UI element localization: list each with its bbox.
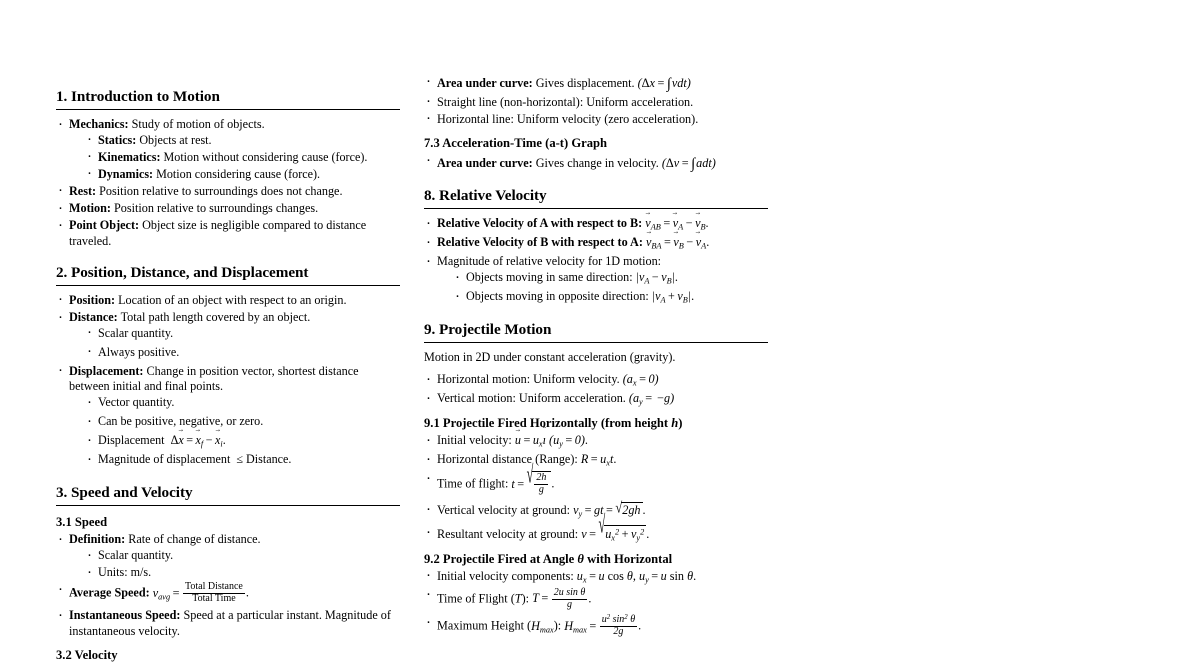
- list-item: [56, 184, 400, 200]
- list-item: [424, 499, 768, 519]
- subsection-7-3-list: [424, 154, 768, 173]
- section-rule-8: [424, 208, 768, 209]
- left-column: [56, 0, 400, 666]
- spacer: [424, 174, 768, 187]
- text: Objects at rest.: [139, 132, 212, 147]
- period: .: [638, 619, 642, 634]
- text: Can be positive, negative, or zero.: [98, 414, 264, 429]
- subsection-3-1-sublist: [85, 548, 400, 581]
- text: Change in position vector, shortest distance between initial and final points.: [69, 363, 359, 394]
- list-item: [85, 150, 400, 166]
- math-initial-velocity: u → = $u_xı$ ˆ $(u_y = 0)$: [515, 433, 585, 447]
- list-item: [85, 167, 400, 183]
- math-symbol: T: [514, 591, 522, 606]
- math-same-direction: $|v_A - v_B|$: [635, 270, 675, 286]
- list-item: [424, 569, 768, 585]
- list-item: [85, 414, 400, 430]
- term: Position:: [69, 292, 116, 307]
- section-9-intro: Motion in 2D under constant acceleration (gravity).: [424, 350, 676, 365]
- math-vertical-velocity: $v_y$ = gt = √2gh: [573, 499, 641, 519]
- continued-list: [424, 74, 768, 127]
- text: Rate of change of distance.: [128, 532, 261, 547]
- list-item: [85, 395, 400, 411]
- term: Area under curve:: [437, 76, 533, 90]
- math-v-ab: $v \to_{AB} = v \to_A - v \to_B$: [645, 216, 705, 230]
- text: Motion without considering cause (force).: [163, 149, 368, 164]
- text: Straight line (non-horizontal): Uniform acceleration.: [437, 94, 694, 109]
- text: Vector quantity.: [98, 395, 175, 410]
- list-item: [424, 391, 768, 407]
- text: Magnitude of relative velocity for 1D motion:: [437, 254, 662, 269]
- text: Position relative to surroundings does not change.: [99, 183, 343, 198]
- math-average-speed: $v_{avg}$ = $\frac{\text{Total Distance}}{\text{Total Time}}$: [152, 580, 243, 604]
- period: .: [691, 289, 695, 304]
- term: Point Object:: [69, 218, 140, 233]
- spacer: [56, 251, 400, 264]
- list-item: [424, 433, 768, 449]
- section-rule-2: [56, 285, 400, 286]
- text: Vertical velocity at ground:: [437, 502, 571, 517]
- text: Vertical motion: Uniform acceleration.: [437, 391, 626, 406]
- term: Area under curve:: [437, 155, 533, 170]
- term: Kinematics:: [98, 149, 161, 164]
- subsection-3-1-list: [56, 532, 400, 639]
- text: Horizontal motion: Uniform velocity.: [437, 372, 620, 387]
- section-8-sublist: [453, 270, 768, 305]
- section-9-list: [424, 372, 768, 407]
- math-symbol: h: [671, 415, 679, 430]
- list-item: [56, 532, 400, 580]
- section-rule-1: [56, 109, 400, 110]
- list-item: [453, 270, 768, 286]
- list-item: [56, 201, 400, 217]
- list-item: [85, 133, 400, 149]
- text: Speed at a particular instant. Magnitude of instantaneous velocity.: [69, 608, 391, 638]
- subsection-9-2-text: 9.2 Projectile Fired at Angle θ with Horizontal: [424, 551, 673, 566]
- subsection-9-2-list: [424, 569, 768, 638]
- text: Horizontal distance (Range):: [437, 452, 578, 467]
- list-item: [85, 326, 400, 342]
- text: Time of Flight (T):: [437, 591, 530, 606]
- list-item: [424, 588, 768, 611]
- text: Scalar quantity.: [98, 325, 174, 340]
- section-rule-9: [424, 342, 768, 343]
- math-v-ba: $v \to_{BA} = v \to_B - v \to_A$: [646, 235, 706, 249]
- text: Gives displacement.: [535, 76, 635, 90]
- period: .: [288, 452, 292, 467]
- text: Motion considering cause (force).: [156, 166, 321, 181]
- list-item: [424, 154, 768, 173]
- math-time-of-flight-angle: T = $\frac{\text{2u sin θ}}{g}$: [532, 586, 586, 610]
- period: .: [706, 235, 710, 250]
- text: Objects moving in same direction:: [466, 270, 633, 285]
- subsection-9-1-text: 9.1 Projectile Fired Horizontally (from height h): [424, 415, 683, 430]
- text: Location of an object with respect to an origin.: [118, 292, 347, 307]
- text: Units: m/s.: [98, 564, 152, 579]
- section-1-sublist: [85, 133, 400, 183]
- term: Definition:: [69, 532, 126, 547]
- list-item: [56, 293, 400, 309]
- list-item: [424, 235, 768, 251]
- list-item: [85, 345, 400, 361]
- subsection-heading-3-2: 3.2 Velocity: [56, 648, 118, 663]
- term: Motion:: [69, 200, 111, 215]
- text: Gives change in velocity.: [535, 155, 659, 170]
- math-le-distance: ≤ Distance: [233, 452, 289, 467]
- period: .: [245, 585, 249, 600]
- list-item: [85, 548, 400, 564]
- text: Study of motion of objects.: [131, 116, 265, 131]
- subsection-heading-9-2: [424, 552, 768, 567]
- subsection-heading-7-3: 7.3 Acceleration-Time (a-t) Graph: [424, 136, 608, 151]
- term: Displacement:: [69, 363, 144, 378]
- text: Total path length covered by an object.: [120, 310, 311, 324]
- text: Initial velocity:: [437, 432, 512, 447]
- section-8-list: [424, 216, 768, 305]
- math-symbol: θ: [577, 551, 584, 566]
- section-2-list: [56, 293, 400, 468]
- text: Scalar quantity.: [98, 547, 174, 562]
- list-item: [56, 364, 400, 468]
- term: Relative Velocity of B with respect to A:: [437, 235, 643, 250]
- list-item: [56, 608, 400, 639]
- text: Displacement: [98, 433, 165, 448]
- period: .: [642, 502, 646, 517]
- period: .: [551, 476, 555, 491]
- section-heading-9: 9. Projectile Motion: [424, 321, 552, 339]
- math-max-height: $H_{max}$ = $\frac{u^2 \sin^2 \theta}{2g}$: [564, 614, 636, 638]
- section-heading-8: 8. Relative Velocity: [424, 187, 547, 205]
- term: Distance:: [69, 310, 118, 324]
- text: Position relative to surroundings changes.: [114, 200, 319, 215]
- list-item: [424, 254, 768, 304]
- math-ax-zero: $(a_x = 0)$: [622, 372, 659, 388]
- spacer: [424, 308, 768, 321]
- section-heading-3: 3. Speed and Velocity: [56, 484, 193, 502]
- text: Initial velocity components:: [437, 568, 574, 583]
- period: .: [646, 526, 650, 541]
- math-symbol: $H_{max}$: [531, 619, 554, 635]
- section-1-list: [56, 117, 400, 249]
- math-displacement-formula: Δx → = $x \to_f - x \to_i$: [168, 433, 223, 447]
- text: Horizontal line: Uniform velocity (zero acceleration).: [437, 111, 699, 126]
- term: Relative Velocity of A with respect to B:: [437, 216, 643, 231]
- period: .: [584, 432, 588, 447]
- list-item: [424, 615, 768, 638]
- text: Always positive.: [98, 344, 180, 359]
- period: .: [613, 452, 617, 467]
- subsection-heading-3-1: 3.1 Speed: [56, 515, 108, 530]
- list-item: [424, 216, 768, 232]
- math-range: $R = u_xt$: [580, 452, 614, 468]
- right-column: [424, 0, 768, 666]
- term: Statics:: [98, 132, 137, 147]
- math-delta-v-integral: (Δv = ∫adt): [661, 155, 716, 172]
- math-resultant-velocity: $v = √u_x^2 + v_y^2$: [581, 509, 645, 543]
- math-time-of-flight: t = √ $\frac{2h}{g}$: [511, 477, 551, 491]
- term: Rest:: [69, 183, 97, 198]
- list-item: [85, 565, 400, 581]
- list-item: [453, 289, 768, 305]
- list-item: [85, 452, 400, 468]
- term: Average Speed:: [69, 585, 150, 600]
- list-item: [56, 582, 400, 605]
- subsection-heading-9-1: [424, 416, 768, 431]
- section-rule-3: [56, 505, 400, 506]
- math-delta-x-integral: (Δx = ∫vdt): [637, 75, 691, 92]
- section-2-sublist-a: [85, 326, 400, 361]
- section-2-sublist-b: [85, 395, 400, 468]
- list-item: [424, 95, 768, 111]
- list-item: [56, 310, 400, 360]
- subsection-9-1-list: [424, 433, 768, 543]
- math-opposite-direction: $|v_A + v_B|$: [651, 289, 692, 305]
- list-item: [424, 112, 768, 128]
- math-velocity-components: $u_x = u$ cos θ, $u_y = u$ sin θ: [576, 568, 694, 584]
- list-item: [56, 218, 400, 249]
- list-item: [424, 74, 768, 93]
- section-heading-1: 1. Introduction to Motion: [56, 88, 220, 105]
- text: Time of flight:: [437, 476, 509, 491]
- period: .: [693, 568, 697, 583]
- text: Maximum Height $(H_{max})$:: [437, 619, 562, 635]
- text: Objects moving in opposite direction:: [466, 289, 649, 304]
- period: .: [705, 216, 709, 231]
- section-heading-2: 2. Position, Distance, and Displacement: [56, 263, 309, 281]
- math-ay-minus-g: $(a_y = -g)$: [628, 391, 675, 407]
- list-item: [85, 433, 400, 449]
- list-item: [424, 372, 768, 388]
- text: Magnitude of displacement: [98, 452, 231, 467]
- list-item: [56, 117, 400, 182]
- period: .: [588, 591, 592, 606]
- period: .: [674, 270, 678, 285]
- period: .: [222, 433, 226, 448]
- text: Resultant velocity at ground:: [437, 526, 579, 541]
- text: Object size is negligible compared to distance traveled.: [69, 218, 367, 248]
- term: Instantaneous Speed:: [69, 608, 181, 623]
- term: Dynamics:: [98, 166, 154, 181]
- list-item: [424, 452, 768, 468]
- spacer: [56, 471, 400, 484]
- term: Mechanics:: [69, 116, 129, 131]
